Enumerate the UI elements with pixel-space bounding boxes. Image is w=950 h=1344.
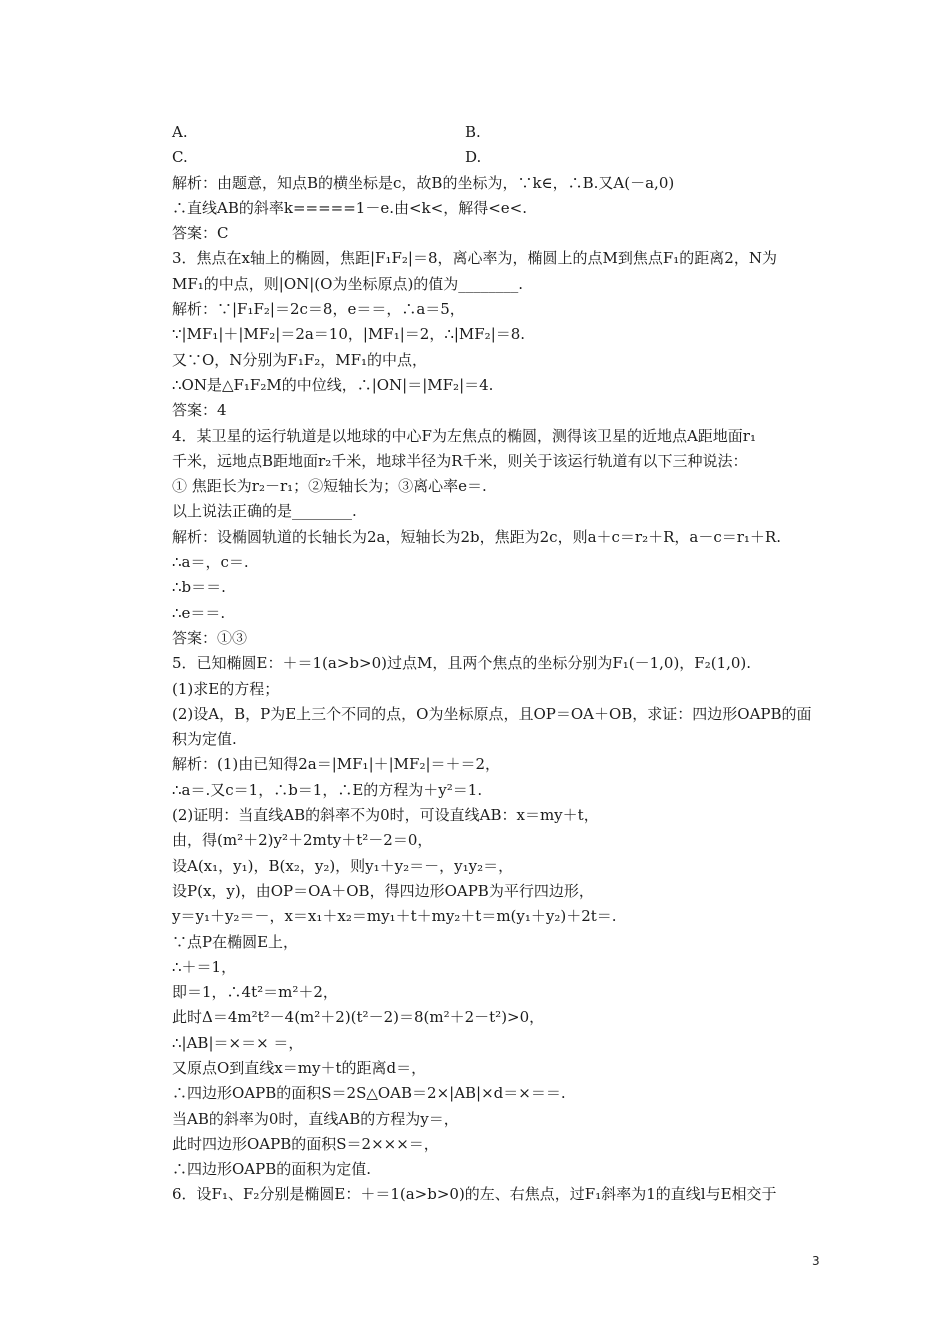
text-line: 此时四边形OAPB的面积S＝2×××＝， (172, 1134, 439, 1153)
options-row (172, 120, 822, 145)
text-line: 当AB的斜率为0时，直线AB的方程为y＝， (172, 1109, 459, 1128)
option-b: B. (465, 123, 481, 141)
text-line: ∴ON是△F₁F₂M的中位线，∴|ON|＝|MF₂|＝4. (172, 375, 494, 394)
text-line: 即＝1，∴4t²＝m²＋2， (172, 983, 338, 1002)
option-d: D. (465, 148, 482, 167)
text-line: ∴四边形OAPB的面积为定值. (172, 1160, 372, 1179)
option-c: C. (172, 148, 188, 167)
text-line: 又∵O，N分别为F₁F₂，MF₁的中点， (172, 350, 428, 369)
text-line: y＝y₁＋y₂＝－，x＝x₁＋x₂＝my₁＋t＋my₂＋t＝m(y₁＋y₂)＋2t＝. (172, 907, 617, 926)
text-line: ∴a＝.又c＝1，∴b＝1，∴E的方程为＋y²＝1. (172, 780, 483, 799)
text-line: ∴直线AB的斜率k=====1－e.由<k<，解得<e<. (172, 198, 527, 217)
text-line: 3．焦点在x轴上的椭圆，焦距|F₁F₂|＝8，离心率为，椭圆上的点M到焦点F₁的距离2，N为 (172, 249, 777, 268)
text-line: 以上说法正确的是________. (172, 502, 357, 521)
text-line: MF₁的中点，则|ON|(O为坐标原点)的值为________. (172, 274, 524, 293)
text-line: ∴b＝＝. (172, 578, 226, 597)
text-line: ∵|MF₁|＋|MF₂|＝2a＝10，|MF₁|＝2，∴|MF₂|＝8. (172, 325, 526, 344)
text-line: ① 焦距长为r₂－r₁；②短轴长为；③离心率e＝. (172, 477, 487, 496)
text-line: 解析：(1)由已知得2a＝|MF₁|＋|MF₂|＝＋＝2， (172, 755, 501, 774)
text-line: ∴|AB|＝×＝× ＝， (172, 1033, 304, 1052)
text-line: 解析：由题意，知点B的横坐标是c，故B的坐标为，∵k∈，∴B.又A(－a,0) (172, 173, 675, 192)
text-line: 5．已知椭圆E：＋＝1(a>b>0)过点M，且两个焦点的坐标分别为F₁(－1,0)，F₂(1,0). (172, 654, 752, 673)
options-row (172, 145, 822, 170)
text-line: 积为定值. (172, 730, 237, 749)
text-line: (1)求E的方程； (172, 679, 280, 698)
text-line: ∴四边形OAPB的面积S＝2S△OAB＝2×|AB|×d＝×＝＝. (172, 1084, 566, 1103)
page-number: 3 (812, 1254, 820, 1268)
text-line: ∵点P在椭圆E上， (172, 932, 299, 951)
page-content (172, 120, 822, 1208)
text-line: 4．某卫星的运行轨道是以地球的中心F为左焦点的椭圆，测得该卫星的近地点A距地面r₁ (172, 426, 756, 445)
text-line: (2)设A，B，P为E上三个不同的点，O为坐标原点，且OP＝OA＋OB，求证：四边形OAPB的面 (172, 704, 812, 723)
text-line: 由，得(m²＋2)y²＋2mty＋t²－2＝0， (172, 831, 433, 850)
text-line: (2)证明：当直线AB的斜率不为0时，可设直线AB：x＝my＋t， (172, 806, 599, 825)
text-line: ∴＋＝1， (172, 957, 237, 976)
text-line: 解析：设椭圆轨道的长轴长为2a，短轴长为2b，焦距为2c，则a＋c＝r₂＋R，a－c＝r₁＋R. (172, 527, 781, 546)
text-line: 此时Δ＝4m²t²－4(m²＋2)(t²－2)＝8(m²＋2－t²)>0， (172, 1008, 545, 1027)
text-line: 解析：∵|F₁F₂|＝2c＝8，e＝＝，∴a＝5， (172, 300, 465, 319)
text-line: ∴e＝＝. (172, 603, 226, 622)
option-a: A. (172, 123, 188, 141)
text-line: 6．设F₁、F₂分别是椭圆E：＋＝1(a>b>0)的左、右焦点，过F₁斜率为1的直线l与E相交于 (172, 1185, 777, 1204)
text-line: 设A(x₁，y₁)，B(x₂，y₂)，则y₁＋y₂＝－，y₁y₂＝， (172, 856, 514, 875)
text-body (172, 171, 822, 1208)
text-line: 设P(x，y)，由OP＝OA＋OB，得四边形OAPB为平行四边形， (172, 881, 594, 900)
text-line: 千米，远地点B距地面r₂千米，地球半径为R千米，则关于该运行轨道有以下三种说法： (172, 451, 748, 470)
text-line: 答案：C (172, 224, 229, 243)
text-line: 答案：4 (172, 401, 227, 420)
text-line: ∴a＝，c＝. (172, 553, 249, 572)
text-line: 又原点O到直线x＝my＋t的距离d＝， (172, 1058, 427, 1077)
text-line: 答案：①③ (172, 628, 248, 647)
